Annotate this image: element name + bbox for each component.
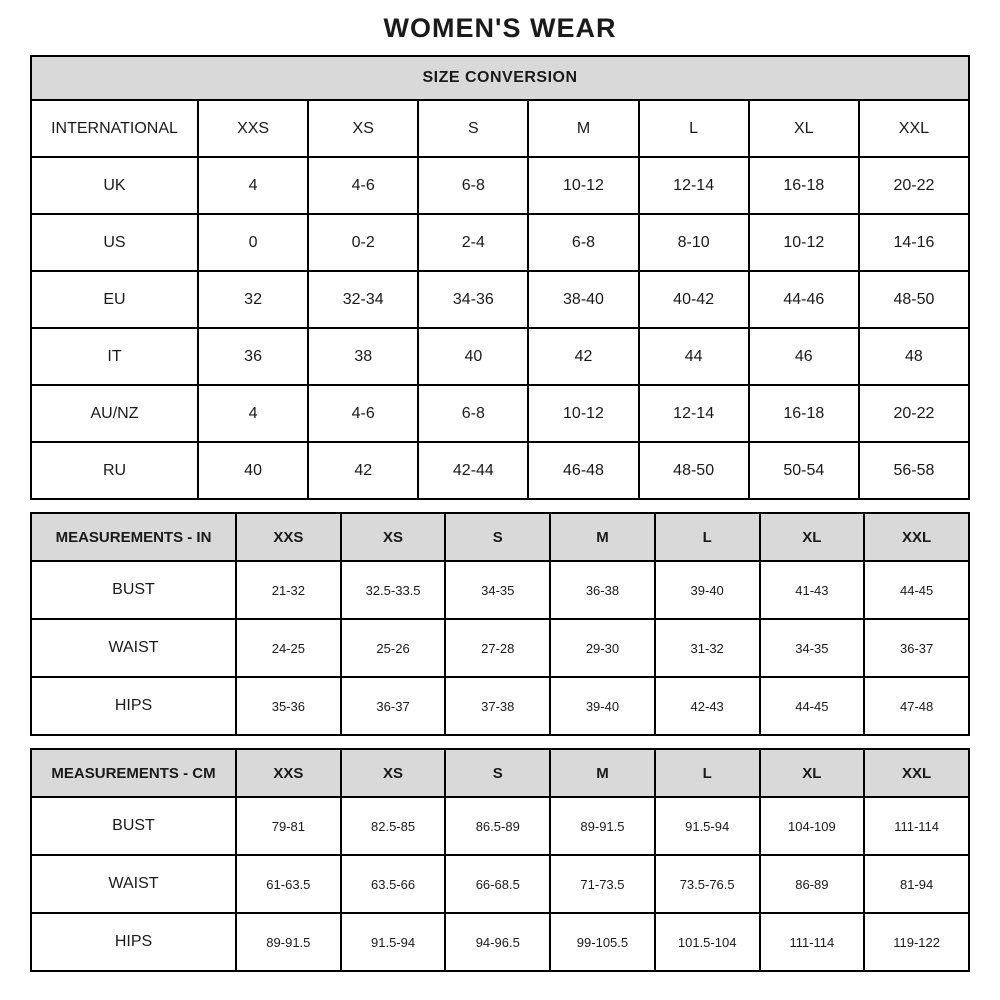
size-header: XS xyxy=(341,749,446,797)
table-row xyxy=(31,214,969,271)
table-header-row xyxy=(31,749,969,797)
measurement-value: 111-114 xyxy=(864,797,969,855)
size-header: XXS xyxy=(236,513,341,561)
size-value: 38 xyxy=(308,328,418,385)
table-row xyxy=(31,328,969,385)
size-value: 32 xyxy=(198,271,308,328)
size-conversion-title: SIZE CONVERSION xyxy=(31,56,969,100)
measurement-value: 36-38 xyxy=(550,561,655,619)
row-label: WAIST xyxy=(31,619,236,677)
measurement-value: 39-40 xyxy=(550,677,655,735)
measurement-value: 34-35 xyxy=(760,619,865,677)
size-value: 4-6 xyxy=(308,157,418,214)
measurement-value: 91.5-94 xyxy=(341,913,446,971)
measurement-value: 25-26 xyxy=(341,619,446,677)
size-value: 48-50 xyxy=(859,271,969,328)
page-title: WOMEN'S WEAR xyxy=(383,13,617,43)
table-row xyxy=(31,677,969,735)
size-header: S xyxy=(418,100,528,157)
size-value: 42 xyxy=(308,442,418,499)
measurement-value: 79-81 xyxy=(236,797,341,855)
row-label: INTERNATIONAL xyxy=(31,100,198,157)
table-row xyxy=(31,797,969,855)
measurement-value: 63.5-66 xyxy=(341,855,446,913)
size-value: 40-42 xyxy=(639,271,749,328)
size-value: 0-2 xyxy=(308,214,418,271)
row-label: BUST xyxy=(31,797,236,855)
size-value: 20-22 xyxy=(859,385,969,442)
table-header-row xyxy=(31,100,969,157)
size-value: 34-36 xyxy=(418,271,528,328)
table-header-row xyxy=(31,513,969,561)
row-label: HIPS xyxy=(31,677,236,735)
size-value: 40 xyxy=(418,328,528,385)
measurements-in-table xyxy=(30,512,970,736)
size-header: M xyxy=(550,749,655,797)
size-value: 0 xyxy=(198,214,308,271)
size-header: L xyxy=(655,513,760,561)
measurement-value: 21-32 xyxy=(236,561,341,619)
size-header: S xyxy=(445,513,550,561)
measurement-value: 119-122 xyxy=(864,913,969,971)
measurement-value: 37-38 xyxy=(445,677,550,735)
size-header: XS xyxy=(308,100,418,157)
row-label: IT xyxy=(31,328,198,385)
row-label: US xyxy=(31,214,198,271)
size-value: 46 xyxy=(749,328,859,385)
measurement-value: 89-91.5 xyxy=(236,913,341,971)
measurement-value: 24-25 xyxy=(236,619,341,677)
size-value: 42-44 xyxy=(418,442,528,499)
size-value: 12-14 xyxy=(639,157,749,214)
measurement-value: 47-48 xyxy=(864,677,969,735)
measurements-cm-title: MEASUREMENTS - CM xyxy=(31,749,236,797)
row-label: HIPS xyxy=(31,913,236,971)
table-row xyxy=(31,561,969,619)
size-value: 14-16 xyxy=(859,214,969,271)
measurement-value: 86.5-89 xyxy=(445,797,550,855)
measurement-value: 35-36 xyxy=(236,677,341,735)
size-value: 10-12 xyxy=(749,214,859,271)
size-value: 40 xyxy=(198,442,308,499)
row-label: AU/NZ xyxy=(31,385,198,442)
table-row xyxy=(31,385,969,442)
size-value: 8-10 xyxy=(639,214,749,271)
size-value: 44 xyxy=(639,328,749,385)
size-header: XXS xyxy=(236,749,341,797)
size-value: 4 xyxy=(198,385,308,442)
measurement-value: 34-35 xyxy=(445,561,550,619)
row-label: WAIST xyxy=(31,855,236,913)
size-value: 48 xyxy=(859,328,969,385)
measurement-value: 86-89 xyxy=(760,855,865,913)
size-value: 36 xyxy=(198,328,308,385)
measurement-value: 36-37 xyxy=(341,677,446,735)
size-conversion-table xyxy=(30,55,970,500)
size-value: 48-50 xyxy=(639,442,749,499)
size-value: 6-8 xyxy=(528,214,638,271)
size-header: L xyxy=(655,749,760,797)
measurement-value: 111-114 xyxy=(760,913,865,971)
size-value: 16-18 xyxy=(749,157,859,214)
measurement-value: 44-45 xyxy=(864,561,969,619)
measurement-value: 27-28 xyxy=(445,619,550,677)
size-header: XL xyxy=(749,100,859,157)
measurements-cm-table xyxy=(30,748,970,972)
table-row xyxy=(31,442,969,499)
measurement-value: 41-43 xyxy=(760,561,865,619)
measurements-in-title: MEASUREMENTS - IN xyxy=(31,513,236,561)
size-value: 10-12 xyxy=(528,385,638,442)
size-header: L xyxy=(639,100,749,157)
measurement-value: 66-68.5 xyxy=(445,855,550,913)
size-value: 10-12 xyxy=(528,157,638,214)
measurement-value: 36-37 xyxy=(864,619,969,677)
table-row xyxy=(31,619,969,677)
size-header: XL xyxy=(760,513,865,561)
size-header: XL xyxy=(760,749,865,797)
size-header: XXL xyxy=(864,513,969,561)
size-value: 42 xyxy=(528,328,638,385)
size-value: 6-8 xyxy=(418,385,528,442)
row-label: UK xyxy=(31,157,198,214)
size-value: 6-8 xyxy=(418,157,528,214)
measurement-value: 104-109 xyxy=(760,797,865,855)
size-value: 12-14 xyxy=(639,385,749,442)
size-value: 46-48 xyxy=(528,442,638,499)
table-row xyxy=(31,271,969,328)
measurement-value: 71-73.5 xyxy=(550,855,655,913)
size-value: 56-58 xyxy=(859,442,969,499)
size-header: M xyxy=(550,513,655,561)
row-label: RU xyxy=(31,442,198,499)
size-header: XXL xyxy=(864,749,969,797)
table-row xyxy=(31,157,969,214)
measurement-value: 44-45 xyxy=(760,677,865,735)
size-header: XS xyxy=(341,513,446,561)
size-value: 44-46 xyxy=(749,271,859,328)
size-header: XXL xyxy=(859,100,969,157)
measurement-value: 42-43 xyxy=(655,677,760,735)
measurement-value: 73.5-76.5 xyxy=(655,855,760,913)
measurement-value: 99-105.5 xyxy=(550,913,655,971)
measurement-value: 29-30 xyxy=(550,619,655,677)
table-row xyxy=(31,855,969,913)
measurement-value: 89-91.5 xyxy=(550,797,655,855)
measurement-value: 94-96.5 xyxy=(445,913,550,971)
measurement-value: 101.5-104 xyxy=(655,913,760,971)
size-value: 50-54 xyxy=(749,442,859,499)
size-value: 16-18 xyxy=(749,385,859,442)
measurement-value: 81-94 xyxy=(864,855,969,913)
size-value: 4-6 xyxy=(308,385,418,442)
measurement-value: 39-40 xyxy=(655,561,760,619)
size-header: S xyxy=(445,749,550,797)
measurement-value: 31-32 xyxy=(655,619,760,677)
measurement-value: 32.5-33.5 xyxy=(341,561,446,619)
table-title-row xyxy=(31,56,969,100)
size-value: 38-40 xyxy=(528,271,638,328)
size-value: 20-22 xyxy=(859,157,969,214)
size-value: 32-34 xyxy=(308,271,418,328)
size-value: 4 xyxy=(198,157,308,214)
row-label: EU xyxy=(31,271,198,328)
size-value: 2-4 xyxy=(418,214,528,271)
table-row xyxy=(31,913,969,971)
measurement-value: 91.5-94 xyxy=(655,797,760,855)
size-header: XXS xyxy=(198,100,308,157)
measurement-value: 82.5-85 xyxy=(341,797,446,855)
size-header: M xyxy=(528,100,638,157)
row-label: BUST xyxy=(31,561,236,619)
measurement-value: 61-63.5 xyxy=(236,855,341,913)
